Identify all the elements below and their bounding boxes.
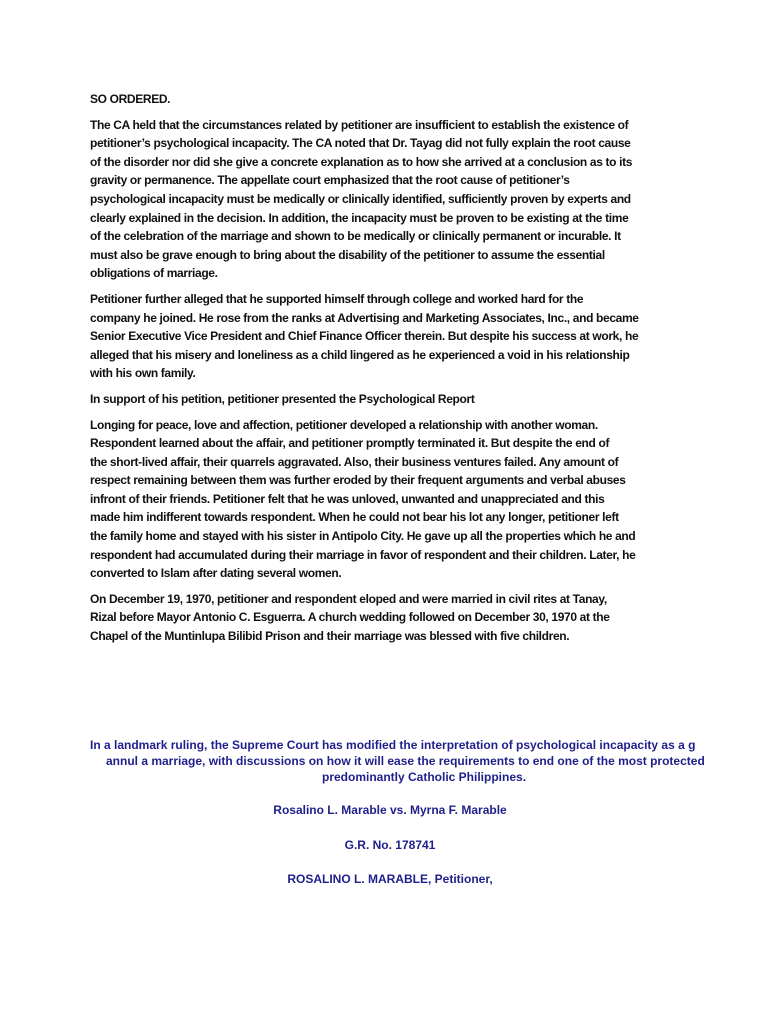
summary-line-2: annul a marriage, with discussions on how it will ease the requirements to end one of the most protected: [106, 754, 705, 768]
paragraph-longing-for-peace: Longing for peace, love and affection, petitioner developed a relationship with another woman. Respondent learned about the affair, and petitioner promptly terminated it. But despite the end of the short-lived affair, their quarrels aggravated. Also, their business ventures failed. Any amount of respect remaining between them was further eroded by their frequent arguments and verbal abuses infront of their friends. Petitioner felt that he was unloved, unwanted and unappreciated and this made him indifferent towards respondent. When he could not bear his lot any longer, petitioner left the family home and stayed with his sister in Antipolo City. He gave up all the properties which he and respondent had accumulated during their marriage in favor of respondent and their children. Later, he converted to Islam after dating several women.: [90, 417, 636, 581]
document-body: [90, 90, 680, 653]
paragraph-ca-held: The CA held that the circumstances related by petitioner are insufficient to establish the existence of petitioner’s psychological incapacity. The CA noted that Dr. Tayag did not fully explain the root cause of the disorder nor did she give a concrete explanation as to how she arrived at a conclusion as to its gravity or permanence. The appellate court emphasized that the root cause of petitioner’s psychological incapacity must be medically or clinically identified, sufficiently proven by experts and clearly explained in the decision. In addition, the incapacity must be proven to be existing at the time of the celebration of the marriage and shown to be medically or clinically permanent or incurable. It must also be grave enough to bring about the disability of the petitioner to assume the essential obligations of marriage.: [90, 117, 633, 281]
summary-block: [90, 737, 768, 886]
paragraph-psychological-report: In support of his petition, petitioner presented the Psychological Report: [90, 391, 475, 406]
summary-line-1: In a landmark ruling, the Supreme Court has modified the interpretation of psychological incapacity as a g: [90, 738, 696, 752]
petitioner-line: ROSALINO L. MARABLE, Petitioner,: [287, 872, 493, 886]
summary-text: [90, 737, 768, 785]
case-number: G.R. No. 178741: [344, 838, 436, 852]
paragraph-petitioner-alleged: Petitioner further alleged that he supported himself through college and worked hard for the company he joined. He rose from the ranks at Advertising and Marketing Associates, Inc., and became Senior Executive Vice President and Chief Finance Officer therein. But despite his success at work, he alleged that his misery and loneliness as a child lingered as he experienced a void in his relationship with his own family.: [90, 291, 639, 381]
so-ordered-heading: SO ORDERED.: [90, 92, 171, 106]
paragraph-december-1970: On December 19, 1970, petitioner and respondent eloped and were married in civil rites at Tanay, Rizal before Mayor Antonio C. Esguerra. A church wedding followed on December 30, 1970 at the Chapel of the Muntinlupa Bilibid Prison and their marriage was blessed with five children.: [90, 591, 610, 644]
case-title: Rosalino L. Marable vs. Myrna F. Marable: [273, 803, 507, 817]
summary-line-3: predominantly Catholic Philippines.: [322, 770, 527, 784]
